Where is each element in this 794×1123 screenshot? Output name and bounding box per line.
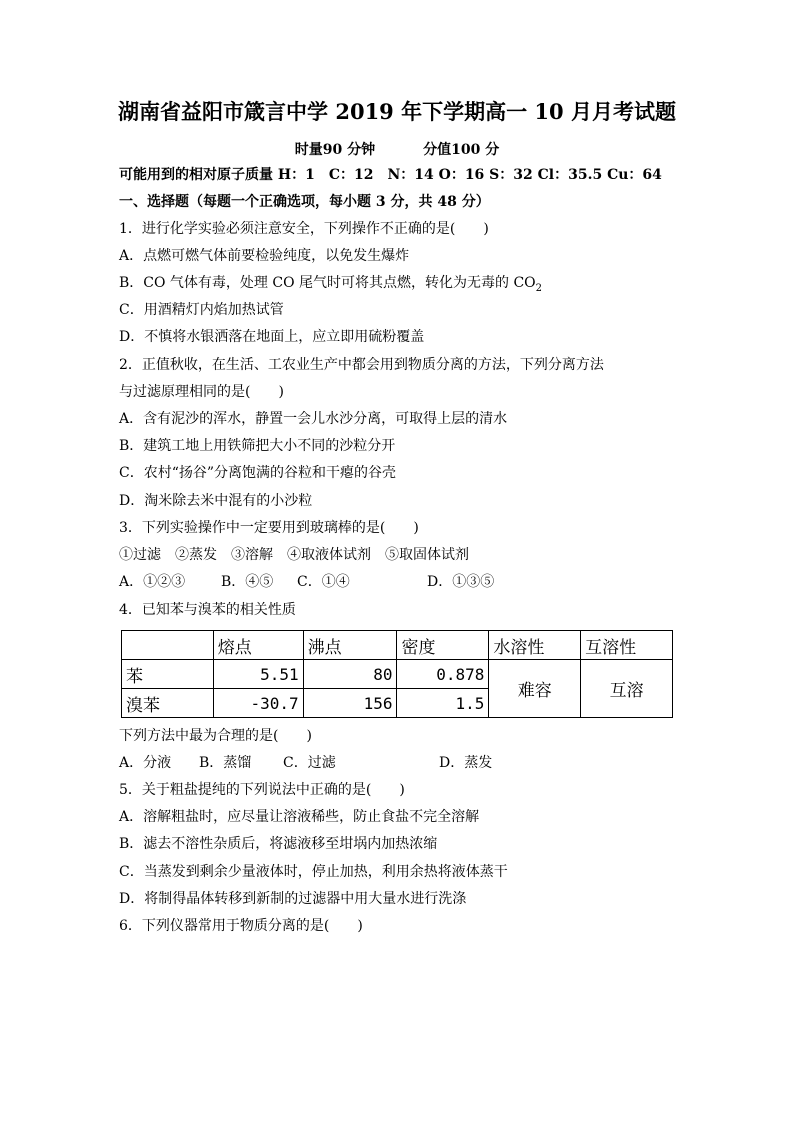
q5-option-b: B．滤去不溶性杂质后，将滤液移至坩埚内加热浓缩 bbox=[119, 836, 438, 852]
miscibility-cell: 互溶 bbox=[581, 660, 673, 718]
table-header-cell: 水溶性 bbox=[489, 631, 581, 660]
q5-option-d: D．将制得晶体转移到新制的过滤器中用大量水进行洗涤 bbox=[119, 891, 467, 907]
q3-operations: ①过滤 ②蒸发 ③溶解 ④取液体试剂 ⑤取固体试剂 bbox=[119, 547, 469, 563]
table-header-cell: 熔点 bbox=[213, 631, 303, 660]
q2-option-d: D．淘米除去米中混有的小沙粒 bbox=[119, 493, 313, 509]
q3-option-c: C．①④ bbox=[297, 574, 350, 590]
water-solubility-cell: 难容 bbox=[489, 660, 581, 718]
q4-option-d: D．蒸发 bbox=[439, 755, 493, 771]
q4-option-a: A．分液 bbox=[119, 755, 172, 771]
table-header-cell: 密度 bbox=[397, 631, 489, 660]
table-cell: 80 bbox=[303, 660, 397, 689]
q4-options bbox=[119, 754, 492, 772]
section-heading: 一、选择题（每题一个正确选项，每小题 3 分，共 48 分） bbox=[119, 194, 490, 210]
q1-stem: 1．进行化学实验必须注意安全，下列操作不正确的是( ) bbox=[119, 221, 489, 237]
q2-option-c: C．农村“扬谷”分离饱满的谷粒和干瘪的谷壳 bbox=[119, 465, 397, 481]
time-limit: 时量90 分钟 bbox=[294, 142, 376, 158]
q3-option-b: B．④⑤ bbox=[221, 574, 274, 590]
table-cell: 溴苯 bbox=[122, 689, 214, 718]
table-cell: 156 bbox=[303, 689, 397, 718]
q2-option-b: B．建筑工地上用铁筛把大小不同的沙粒分开 bbox=[119, 438, 396, 454]
q3-stem: 3．下列实验操作中一定要用到玻璃棒的是( ) bbox=[119, 520, 419, 536]
q2-option-a: A．含有泥沙的浑水，静置一会儿水沙分离，可取得上层的清水 bbox=[119, 411, 508, 427]
q5-option-a: A．溶解粗盐时，应尽量让溶液稀些，防止食盐不完全溶解 bbox=[119, 809, 480, 825]
table-cell: 5.51 bbox=[213, 660, 303, 689]
table-cell: 苯 bbox=[122, 660, 214, 689]
q1-option-d: D．不慎将水银洒落在地面上，应立即用硫粉覆盖 bbox=[119, 329, 425, 345]
atomic-mass-line: 可能用到的相对原子质量 H：1 C：12 N：14 O：16 S：32 Cl：35.5 Cu：64 bbox=[119, 167, 662, 183]
q3-options bbox=[119, 573, 494, 591]
total-score: 分值100 分 bbox=[423, 142, 500, 158]
table-row bbox=[122, 660, 673, 689]
q1-option-b-subscript: 2 bbox=[535, 282, 543, 294]
table-header-cell bbox=[122, 631, 214, 660]
q2-stem-line2: 与过滤原理相同的是( ) bbox=[119, 384, 284, 400]
exam-info bbox=[0, 139, 794, 159]
exam-title: 湖南省益阳市箴言中学 2019 年下学期高一 10 月月考试题 bbox=[118, 99, 676, 124]
benzene-properties-table bbox=[121, 630, 673, 718]
q1-option-b-text: B．CO 气体有毒，处理 CO 尾气时可将其点燃，转化为无毒的 CO bbox=[119, 275, 536, 291]
q4-stem: 4．已知苯与溴苯的相关性质 bbox=[119, 602, 296, 618]
q1-option-b bbox=[119, 274, 542, 298]
q1-option-a: A．点燃可燃气体前要检验纯度，以免发生爆炸 bbox=[119, 248, 410, 264]
q2-stem-line1: 2．正值秋收，在生活、工农业生产中都会用到物质分离的方法，下列分离方法 bbox=[119, 357, 604, 373]
q4-option-c: C．过滤 bbox=[283, 755, 336, 771]
q3-option-d: D．①③⑤ bbox=[427, 574, 495, 590]
table-header-row bbox=[122, 631, 673, 660]
q3-option-a: A．①②③ bbox=[119, 574, 186, 590]
table-cell: 1.5 bbox=[397, 689, 489, 718]
q4-question: 下列方法中最为合理的是( ) bbox=[119, 728, 312, 744]
q1-option-c: C．用酒精灯内焰加热试管 bbox=[119, 302, 284, 318]
table-cell: 0.878 bbox=[397, 660, 489, 689]
q5-option-c: C．当蒸发到剩余少量液体时，停止加热，利用余热将液体蒸干 bbox=[119, 864, 508, 880]
q4-option-b: B．蒸馏 bbox=[199, 755, 252, 771]
q6-stem: 6．下列仪器常用于物质分离的是( ) bbox=[119, 918, 363, 934]
table-cell: -30.7 bbox=[213, 689, 303, 718]
q5-stem: 5．关于粗盐提纯的下列说法中正确的是( ) bbox=[119, 782, 405, 798]
table-header-cell: 互溶性 bbox=[581, 631, 673, 660]
table-header-cell: 沸点 bbox=[303, 631, 397, 660]
